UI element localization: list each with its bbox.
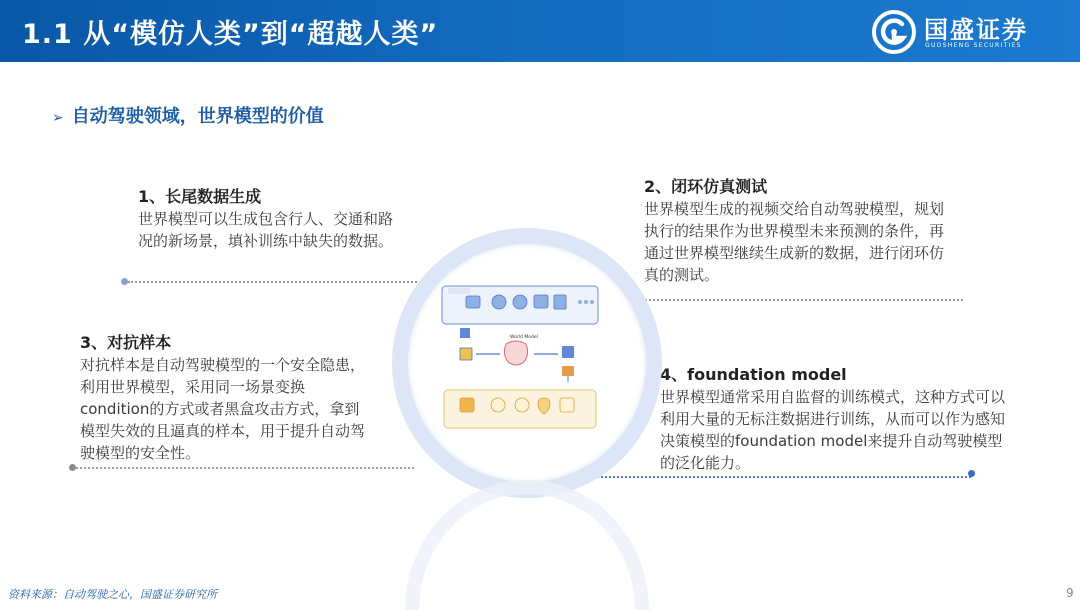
block-body: 世界模型生成的视频交给自动驾驶模型，规划执行的结果作为世界模型未来预测的条件，再通过世界模型继续生成新的数据，进行闭环仿真的测试。 [644,200,945,284]
subtitle-text: 自动驾驶领域，世界模型的价值 [71,106,324,127]
connector-dot [968,470,975,477]
page-number: 9 [1066,586,1074,600]
connector-line [581,476,971,478]
arrow-bullet-icon: ➢ [52,110,64,126]
connector-line [641,299,963,301]
block-title: 4、foundation model [660,365,847,384]
connector-dot [121,278,128,285]
source-note: 资料来源：自动驾驶之心，国盛证券研究所 [8,588,217,601]
company-logo [872,8,1052,54]
logo-subtitle: GUOSHENG SECURITIES [925,42,1022,49]
block-body: 对抗样本是自动驾驶模型的一个安全隐患，利用世界模型，采用同一场景变换condition的方式或者黑盒攻击方式，拿到模型失效的且逼真的样本，用于提升自动驾驶模型的安全性。 [80,356,366,462]
connector-line [76,467,414,469]
logo-mark-icon [872,10,916,54]
header-bar [0,0,1080,62]
block-adversarial-samples [80,332,372,464]
block-long-tail-data [138,186,396,252]
world-model-diagram [440,282,604,434]
page-title: 1.1 从“模仿人类”到“超越人类” [22,19,439,50]
logo-name: 国盛证券 [924,16,1028,44]
world-model-label: World Model [510,335,538,340]
connector-line [128,281,424,283]
connector-dot [69,464,76,471]
block-title: 3、对抗样本 [80,333,172,352]
block-body: 世界模型通常采用自监督的训练模式，这种方式可以利用大量的无标注数据进行训练，从而可以作为感知决策模型的foundation model来提升自动驾驶模型的泛化能力。 [660,388,1006,472]
block-body: 世界模型可以生成包含行人、交通和路况的新场景，填补训练中缺失的数据。 [138,210,394,250]
block-closed-loop-sim [644,176,944,286]
block-title: 2、闭环仿真测试 [644,177,768,196]
block-foundation-model [660,364,1016,474]
block-title: 1、长尾数据生成 [138,187,262,206]
section-subtitle [52,102,324,128]
ring-reflection [405,480,649,610]
